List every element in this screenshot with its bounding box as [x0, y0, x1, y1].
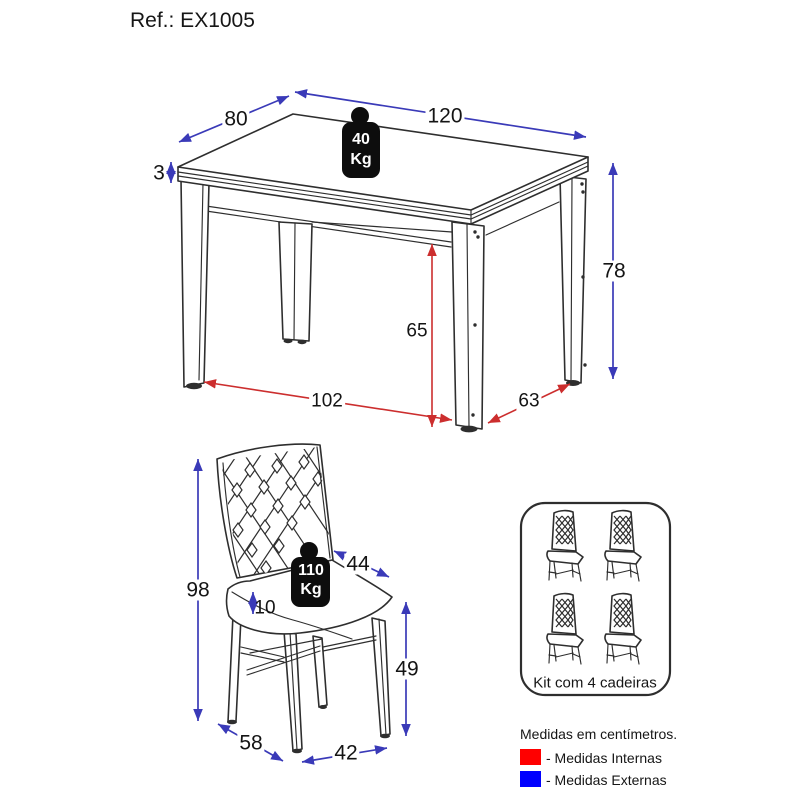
legend-external-swatch [520, 771, 541, 787]
chair-height-dimension-label: 98 [186, 578, 210, 602]
table-inner-width-dimension-label: 102 [311, 390, 343, 412]
chair-seat-thickness-dimension-label: 10 [254, 597, 276, 619]
chair-weight-unit: Kg [300, 581, 322, 598]
chair-width-dimension-label: 42 [334, 741, 358, 765]
table-inner-height-dimension-label: 65 [406, 320, 428, 342]
chair-backrest-width-dimension-label: 44 [346, 552, 370, 576]
table-inner-depth-dimension-label: 63 [518, 390, 540, 412]
table-depth-dimension-label: 80 [224, 107, 248, 131]
legend-internal-label: - Medidas Internas [546, 750, 662, 766]
legend-external-label: - Medidas Externas [546, 772, 667, 788]
table-width-dimension-label: 120 [427, 104, 463, 128]
chair-seat-height-dimension-label: 49 [395, 657, 419, 681]
legend-internal-swatch [520, 749, 541, 765]
kit-box [521, 503, 670, 695]
chair-weight-value: 110 [298, 562, 324, 579]
table-drawing [178, 104, 588, 432]
legend-note: Medidas em centímetros. [520, 726, 678, 742]
chair-drawing [143, 429, 398, 753]
kit-label: Kit com 4 cadeiras [533, 674, 657, 692]
page-title: Ref.: EX1005 [130, 9, 255, 32]
table-top-thickness-dimension-label: 3 [153, 161, 165, 185]
chair-depth-dimension-label: 58 [239, 731, 263, 755]
table-height-dimension-label: 78 [602, 259, 626, 283]
table-weight-unit: Kg [350, 151, 372, 168]
table-weight-value: 40 [352, 131, 370, 148]
